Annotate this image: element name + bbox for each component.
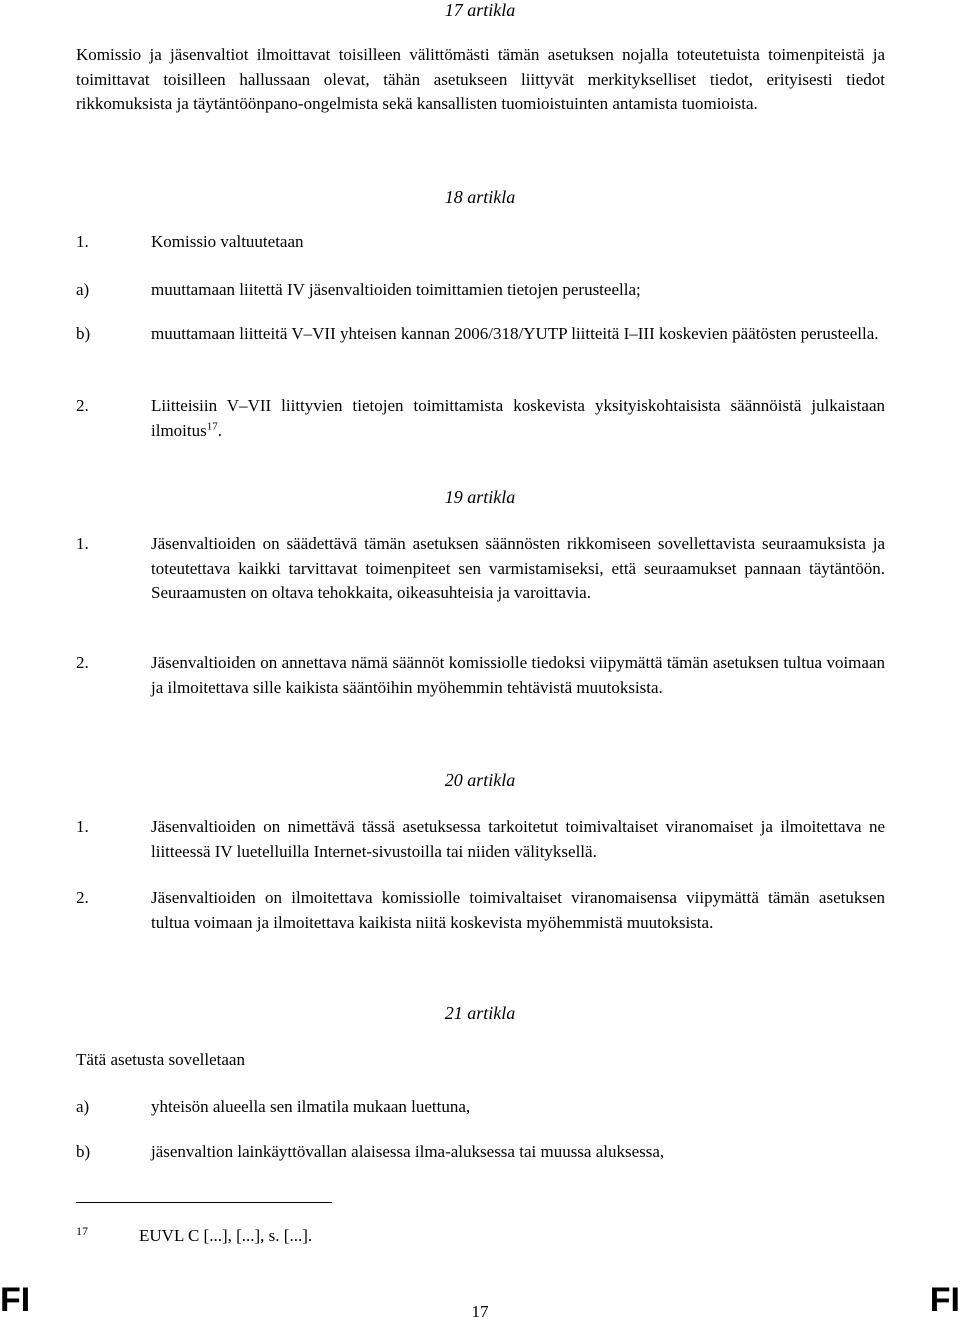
article-21-intro: Tätä asetusta sovelletaan — [76, 1050, 245, 1069]
article-19-p2-number: 2. — [76, 653, 89, 672]
article-18-p1-number: 1. — [76, 232, 89, 251]
article-21-b-text: jäsenvaltion lainkäyttövallan alaisessa ilma-aluksessa tai muussa aluksessa, — [151, 1142, 665, 1161]
article-19-p1-number: 1. — [76, 534, 89, 553]
article-18-b-text: muuttamaan liitteitä V–VII yhteisen kannan 2006/318/YUTP liitteitä I–III koskevien päätösten perusteella. — [151, 324, 879, 343]
article-18-p2-text — [151, 394, 885, 443]
footer-language-right: FI — [929, 1281, 960, 1319]
article-18-a-text: muuttamaan liitettä IV jäsenvaltioiden toimittamien tietojen perusteella; — [151, 280, 641, 299]
footnote-divider — [76, 1202, 332, 1203]
article-18-heading: 18 artikla — [444, 187, 516, 207]
footnote-reference: 17 — [206, 419, 218, 432]
article-21-b-label: b) — [76, 1142, 91, 1161]
article-20-p2-text: Jäsenvaltioiden on ilmoitettava komissiolle toimivaltaiset viranomaisensa viipymättä tämän asetuksen tultua voimaan ja ilmoitettava kaikista niitä koskevista myöhemmistä muutoksista. — [151, 888, 885, 932]
article-18-p1-text: Komissio valtuutetaan — [151, 232, 304, 251]
article-21-a-text: yhteisön alueella sen ilmatila mukaan luettuna, — [151, 1097, 471, 1116]
footnote-text: EUVL C [...], [...], s. [...]. — [139, 1226, 313, 1245]
article-17-text: Komissio ja jäsenvaltiot ilmoittavat toisilleen välittömästi tämän asetuksen nojalla toteutetuista toimenpiteistä ja toimittavat toisilleen hallussaan olevat, tähän asetukseen liittyvät merkitykselliset tiedot, erityisesti tiedot rikkomuksista ja täytäntöönpano-ongelmista sekä kansallisten tuomioistuinten antamista tuomioista. — [76, 45, 885, 113]
article-21-heading: 21 artikla — [444, 1003, 516, 1023]
footer-language-left: FI — [0, 1281, 31, 1319]
article-18-p2-body: Liitteisiin V–VII liittyvien tietojen toimittamista koskevista yksityiskohtaisista säännöistä julkaistaan ilmoitus — [151, 396, 885, 440]
article-19-heading: 19 artikla — [444, 487, 516, 507]
article-18-a-label: a) — [76, 280, 90, 299]
article-20-heading: 20 artikla — [444, 770, 516, 790]
article-17-heading: 17 artikla — [444, 0, 516, 20]
footnote-number: 17 — [76, 1224, 88, 1238]
article-18-b-label: b) — [76, 324, 91, 343]
footer-page-number: 17 — [471, 1302, 489, 1321]
article-20-p1-number: 1. — [76, 817, 89, 836]
article-21-a-label: a) — [76, 1097, 90, 1116]
article-19-p1-text: Jäsenvaltioiden on säädettävä tämän asetuksen säännösten rikkomiseen sovellettavista seuraamuksista ja toteutettava kaikki tarvittavat toimenpiteet sen varmistamiseksi, että seuraamukset pannaan täytäntöön. Seuraamusten on oltava tehokkaita, oikeasuhteisia ja varoittavia. — [151, 534, 885, 602]
article-18-p2-number: 2. — [76, 396, 89, 415]
article-18-p2-end: . — [217, 420, 222, 440]
article-20-p2-number: 2. — [76, 888, 89, 907]
article-19-p2-text: Jäsenvaltioiden on annettava nämä säännöt komissiolle tiedoksi viipymättä tämän asetuksen tultua voimaan ja ilmoitettava sille kaikista sääntöihin myöhemmin tehtävistä muutoksista. — [151, 653, 885, 697]
article-20-p1-text: Jäsenvaltioiden on nimettävä tässä asetuksessa tarkoitetut toimivaltaiset viranomaiset ja ilmoitettava ne liitteessä IV luetelluilla Internet-sivustoilla tai niiden välityksellä. — [151, 817, 885, 861]
